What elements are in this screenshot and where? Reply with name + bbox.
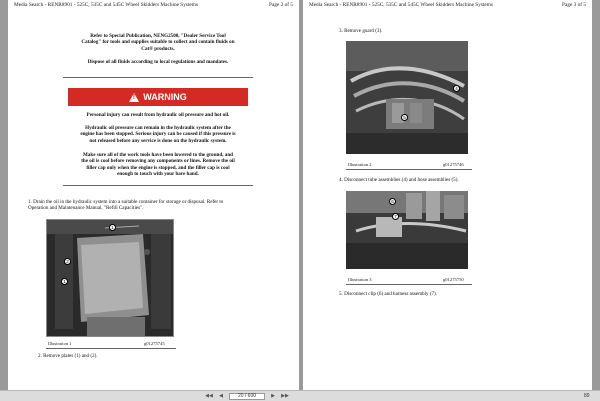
- figure-caption: Illustration 3: [348, 277, 372, 282]
- step-5: 5. Disconnect clip (6) and harness assembly (7).: [339, 291, 438, 297]
- step-3: 3. Remove guard (3).: [339, 28, 383, 34]
- illustration-2-photo: [346, 41, 468, 154]
- figure-id: g01275746: [443, 162, 464, 167]
- viewer-status-bar: [0, 390, 600, 401]
- zoom-level[interactable]: 89: [584, 393, 590, 399]
- divider: [46, 348, 176, 349]
- divider: [63, 77, 253, 78]
- callout-marker: 7: [392, 213, 399, 220]
- step-text-line: 1. Drain the oil in the hydraulic system into a suitable container for storage or disposal. Refer to: [28, 199, 224, 205]
- intro-line: Refer to Special Publication, NENG2500, "Dealer Service Tool: [90, 33, 226, 39]
- harness-clip-photo: [346, 191, 468, 269]
- intro-line: Catalog" for tools and supplies suitable to collect and contain fluids on: [81, 39, 235, 46]
- callout-marker: 5: [401, 114, 408, 121]
- page-number-input[interactable]: 20 / 600: [229, 393, 265, 400]
- illustration-1-photo: [46, 219, 174, 337]
- first-page-icon[interactable]: ◀◀: [205, 393, 213, 399]
- warning-paragraph-cool: [48, 152, 268, 178]
- intro-paragraph: [48, 33, 268, 52]
- callout-marker: 6: [389, 198, 396, 205]
- figure-caption: Illustration 1: [48, 341, 72, 346]
- warning-text-line: the oil is cool before removing any components or lines. Remove the oil: [81, 158, 235, 165]
- page-number-label: Page 3 of 5: [562, 2, 586, 8]
- figure-id: g01275745: [144, 341, 165, 346]
- callout-marker: 1: [61, 278, 68, 285]
- callout-marker: 1: [109, 224, 116, 231]
- warning-text-line: enough to touch with your bare hand.: [117, 171, 199, 178]
- page-navigation: [205, 393, 289, 400]
- warning-banner: [68, 88, 248, 106]
- divider: [346, 169, 472, 170]
- warning-text-line: filler cap only when the engine is stopped, and the filler cap is cool: [86, 164, 230, 171]
- intro-line: Cat® products.: [141, 45, 175, 52]
- step-4: 4. Disconnect tube assemblies (4) and hose assemblies (5).: [339, 177, 459, 183]
- callout-marker: 2: [64, 258, 71, 265]
- warning-paragraph-pressure: [48, 125, 268, 144]
- divider: [346, 284, 472, 285]
- page-header-title: Media Search - RENR8901 - 525C, 535C and 545C Wheel Skidders Machine Systems: [309, 2, 493, 8]
- figure-caption: Illustration 2: [348, 162, 372, 167]
- step-2: 2. Remove plates (1) and (2).: [38, 353, 98, 359]
- step-1: [28, 199, 288, 212]
- illustration-3-photo: [346, 191, 468, 269]
- warning-label: WARNING: [143, 92, 187, 102]
- warning-text-line: Hydraulic oil pressure can remain in the hydraulic system after the: [85, 125, 231, 131]
- callout-marker: 4: [453, 85, 460, 92]
- warning-triangle-icon: [129, 93, 139, 102]
- warning-text-line: Make sure all of the work tools have been lowered to the ground, and: [83, 152, 233, 158]
- figure-id: g01275750: [443, 277, 464, 282]
- document-page-left: [8, 0, 299, 390]
- hydraulic-tubes-photo: [346, 41, 468, 154]
- page-header-title: Media Search - RENR8901 - 525C, 535C and 545C Wheel Skidders Machine Systems: [14, 2, 198, 8]
- warning-text-line: not released before any service is done on the hydraulic system.: [89, 137, 227, 144]
- warning-line: Personal injury can result from hydraulic oil pressure and hot oil.: [86, 112, 230, 118]
- next-page-icon[interactable]: ▶: [271, 393, 275, 399]
- last-page-icon[interactable]: ▶▶: [281, 393, 289, 399]
- step-text-line: Operation and Maintenance Manual, "Refill Capacities".: [28, 205, 144, 212]
- document-page-right: [303, 0, 592, 390]
- previous-page-icon[interactable]: ◀: [219, 393, 223, 399]
- warning-text-line: engine has been stopped. Serious injury can be caused if this pressure is: [80, 131, 236, 138]
- divider: [63, 185, 253, 186]
- page-number-label: Page 2 of 5: [269, 2, 293, 8]
- dispose-note: Dispose of all fluids according to local regulations and mandates.: [87, 59, 229, 65]
